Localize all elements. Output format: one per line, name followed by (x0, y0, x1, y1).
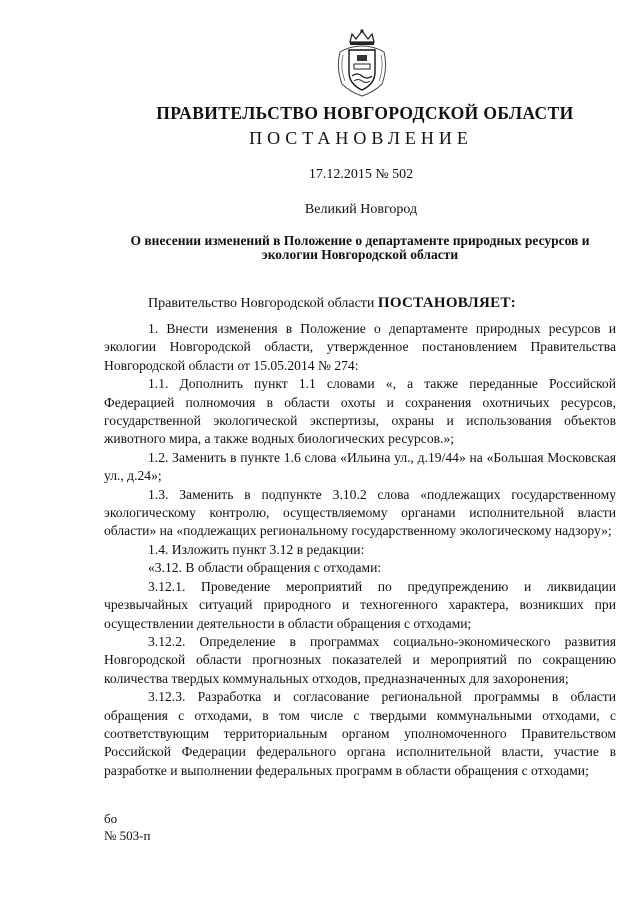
date-number: 17.12.2015 № 502 (308, 167, 414, 182)
paragraph-3-12-3: 3.12.3. Разработка и согласование региональной программы в области обращения с отходами, в том числе с твердыми коммунальными отходами, с соответствующим территориальным органом уполномоченного Правительством Российской Федерации федерального органа исполнительной власти, участие в разработке и выполнении федеральных программ в области обращения с отходами; (104, 689, 616, 778)
footer-initials: бо (104, 811, 118, 826)
coat-of-arms-icon (334, 28, 390, 98)
paragraph-3-12-2: 3.12.2. Определение в программах социально-экономического развития Новгородской области прогнозных показателей и мероприятий по сокращению количества твердых коммунальных отходов, предназначенных для захоронения; (104, 633, 616, 686)
intro-text: Правительство Новгородской области (148, 296, 375, 311)
footer-document-code: № 503-п (104, 828, 151, 843)
paragraph-1-1: 1.1. Дополнить пункт 1.1 словами «, а также переданные Российской Федерацией полномочия в области охоты и сохранения охотничьих ресурсов, государственной экологической экспертизы, охраны и использования объектов животного мира, а также водных биологических ресурсов.»; (104, 376, 616, 447)
paragraph-3-12: «3.12. В области обращения с отходами: (148, 560, 382, 576)
paragraph-1-4: 1.4. Изложить пункт 3.12 в редакции: (148, 541, 365, 557)
footer-code (104, 810, 150, 844)
document-subject: О внесении изменений в Положение о департаменте природных ресурсов и экологии Новгородской области (130, 233, 590, 262)
paragraph-1-3: 1.3. Заменить в подпункте 3.10.2 слова «подлежащих государственному экологическому контролю, осуществляемому органами исполнительной власти области» на «подлежащих региональному государственному экологическому надзору»; (104, 486, 616, 539)
intro-line (148, 295, 516, 312)
paragraph-1-2: 1.2. Заменить в пункте 1.6 слова «Ильина ул., д.19/44» на «Большая Московская ул., д.24»; (104, 449, 616, 484)
document-body (104, 320, 616, 780)
document-type: ПОСТАНОВЛЕНИЕ (249, 128, 473, 148)
intro-resolves: ПОСТАНОВЛЯЕТ: (377, 295, 517, 311)
paragraph-3-12-1: 3.12.1. Проведение мероприятий по предупреждению и ликвидации чрезвычайных ситуаций природного и техногенного характера, возникших при осуществлении деятельности в области обращения с отходами; (104, 578, 616, 631)
government-title: ПРАВИТЕЛЬСТВО НОВГОРОДСКОЙ ОБЛАСТИ (156, 103, 574, 123)
place: Великий Новгород (304, 202, 418, 217)
paragraph-1: 1. Внести изменения в Положение о департаменте природных ресурсов и экологии Новгородской области, утвержденное постановлением Правительства Новгородской области от 15.05.2014 № 274: (104, 321, 616, 373)
